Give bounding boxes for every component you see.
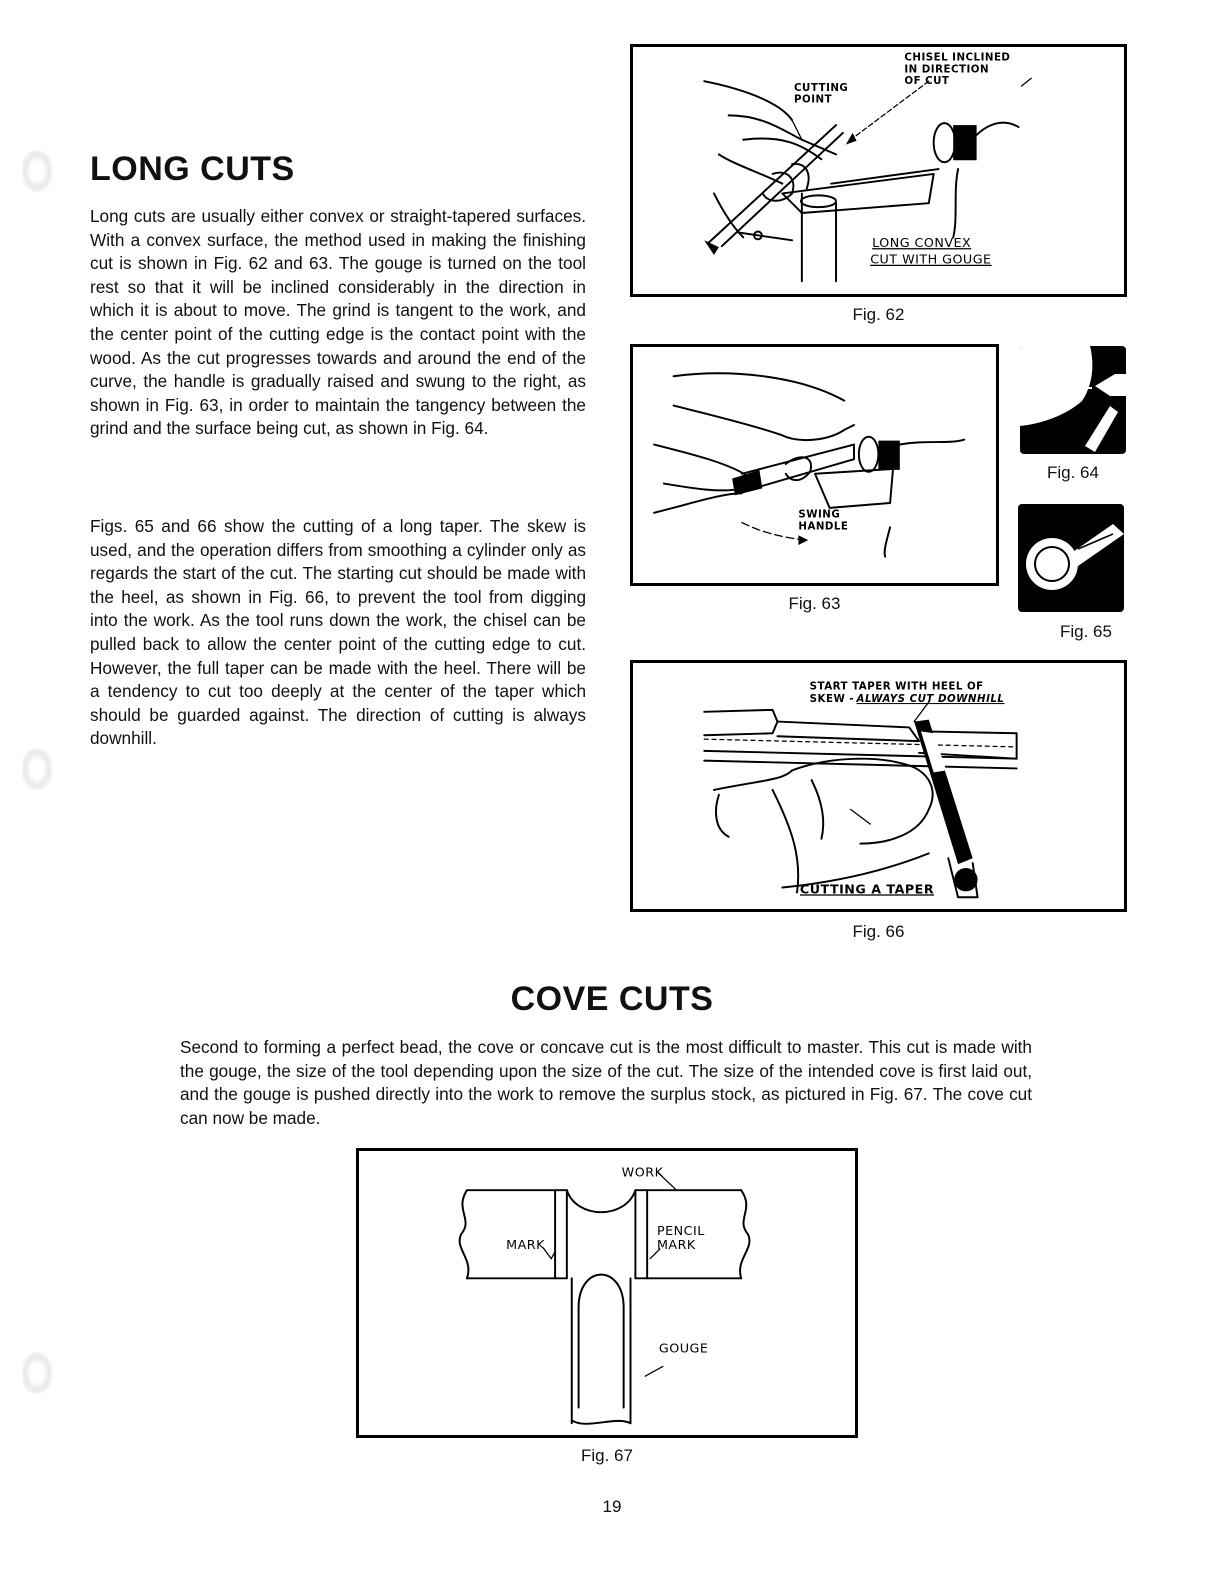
figure-67: [356, 1148, 858, 1438]
binder-hole-middle: [22, 748, 52, 790]
fig65-illustration: [1018, 504, 1124, 612]
fig67-illustration: [359, 1151, 855, 1435]
figure-66: [630, 660, 1127, 912]
fig67-label-gouge: GOUGE: [658, 1341, 709, 1357]
fig62-label-title-2: CUT WITH GOUGE: [870, 251, 992, 267]
fig67-label-mark: MARK: [506, 1237, 545, 1253]
fig64-caption: Fig. 64: [1047, 463, 1099, 482]
fig66-label-title: CUTTING A TAPER: [799, 881, 935, 897]
section-title-cove-cuts: COVE CUTS: [510, 980, 714, 1018]
fig66-caption: Fig. 66: [852, 922, 905, 941]
page-number: 19: [602, 1497, 622, 1516]
fig63-illustration: [633, 347, 996, 583]
fig66-label-start-1: START TAPER WITH HEEL OF: [809, 680, 984, 693]
cove-cuts-paragraph: Second to forming a perfect bead, the cove or concave cut is the most difficult to master. This cut is made with the gouge, the size of the tool depending upon the size of the cut. The size of the intended cove is first laid out, and the gouge is pushed directly into the work to remove the surplus stock, as pictured in Fig. 67. The cove cut can now be made.: [180, 1037, 1032, 1128]
fig67-caption: Fig. 67: [581, 1446, 633, 1465]
figure-62: [630, 44, 1127, 297]
binder-hole-bottom: [22, 1352, 52, 1394]
fig63-label-swing-2: HANDLE: [798, 521, 849, 533]
figure-64: [1020, 346, 1126, 454]
binder-hole-top: [22, 150, 52, 192]
fig62-label-chisel-1: CHISEL INCLINED: [904, 51, 1011, 64]
fig62-label-cutting-point-1: CUTTING: [794, 81, 849, 94]
fig62-illustration: [633, 47, 1124, 294]
fig66-label-start-2: SKEW -: [809, 693, 855, 706]
fig63-caption: Fig. 63: [788, 594, 841, 613]
long-cuts-paragraph-2: Figs. 65 and 66 show the cutting of a long taper. The skew is used, and the operation differs from smoothing a cylinder only as regards the start of the cut. The starting cut should be made with the heel, as shown in Fig. 66, to prevent the tool from digging into the work. As the tool runs down the work, the chisel can be pulled back to allow the center point of the cutting edge to cut. However, the full taper can be made with the heel. There will be a tendency to cut too deeply at the center of the taper which should be guarded against. The direction of cutting is always downhill.: [90, 516, 586, 749]
fig62-label-title-1: LONG CONVEX: [872, 235, 972, 251]
fig63-label-swing-1: SWING: [798, 509, 841, 521]
fig66-label-start-3: ALWAYS CUT DOWNHILL: [856, 693, 1005, 706]
fig62-label-chisel-3: OF CUT: [904, 75, 950, 88]
fig67-label-work: WORK: [621, 1165, 664, 1181]
section-title-long-cuts: LONG CUTS: [90, 150, 295, 188]
long-cuts-paragraph-1: Long cuts are usually either convex or straight-tapered surfaces. With a convex surface, the method used in making the finishing cut is shown in Fig. 62 and 63. The gouge is turned on the tool rest so that it will be inclined considerably in the direction in which it is about to move. The grind is tangent to the work, and the center point of the cutting edge is the contact point with the wood. As the cut progresses towards and around the end of the curve, the handle is gradually raised and swung to the right, as shown in Fig. 63, in order to maintain the tangency between the grind and the surface being cut, as shown in Fig. 64.: [90, 206, 586, 439]
figure-63: [630, 344, 999, 586]
fig65-caption: Fig. 65: [1060, 622, 1112, 641]
fig67-label-pencil-2: MARK: [656, 1237, 696, 1253]
fig62-label-chisel-2: IN DIRECTION: [904, 63, 990, 76]
fig62-caption: Fig. 62: [852, 305, 905, 324]
figure-65: [1018, 504, 1124, 612]
fig64-illustration: [1020, 346, 1126, 454]
fig62-label-cutting-point-2: POINT: [794, 93, 833, 106]
fig66-illustration: [633, 663, 1124, 909]
fig67-label-pencil-1: PENCIL: [656, 1224, 705, 1240]
